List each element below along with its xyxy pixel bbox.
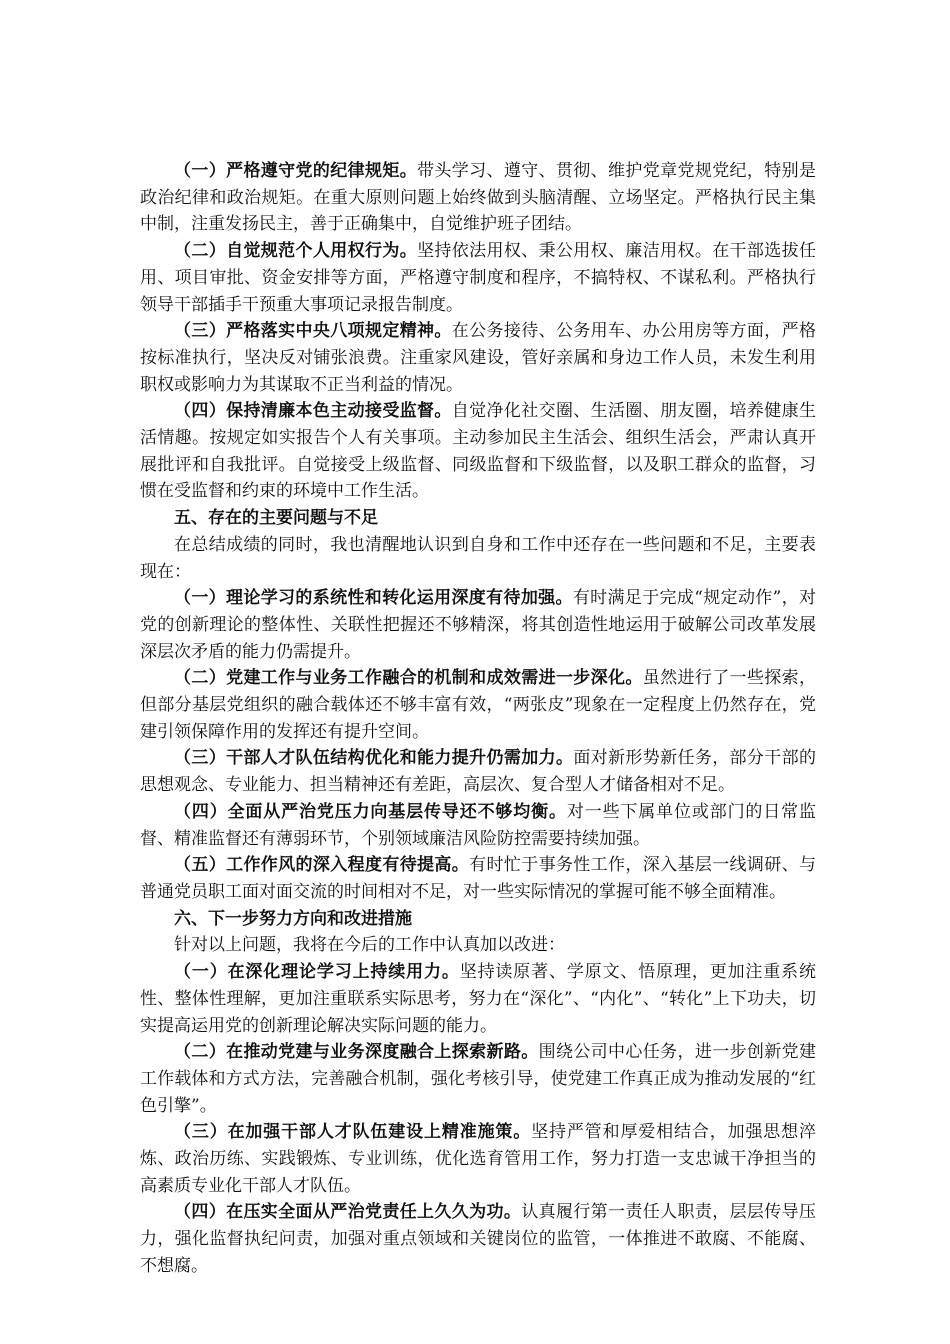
- paragraph-power: [140, 238, 816, 318]
- paragraph-body: 认真履行第一责任人职责，层层传导压力，强化监督执纪问责，加强对重点领域和关键岗位的监管，一体推进不敢腐、不能腐、不想腐。: [140, 1202, 817, 1276]
- paragraph-discipline: [140, 158, 816, 238]
- paragraph-problem-talent: [140, 745, 816, 798]
- paragraph-measure-responsibility: [140, 1199, 816, 1279]
- paragraph-lead: （四）在压实全面从严治党责任上久久为功。: [174, 1202, 522, 1223]
- paragraph-body: 对一些下属单位或部门的日常监督、精准监督还有薄弱环节，个别领域廉洁风险防控需要持续加强。: [140, 801, 817, 849]
- paragraph-lead: （二）在推动党建与业务深度融合上探索新路。: [174, 1042, 539, 1063]
- paragraph-body: 坚持依法用权、秉公用权、廉洁用权。在干部选拔任用、项目审批、资金安排等方面，严格遵守制度和程序，不搞特权、不谋私利。严格执行领导干部插手干预重大事项记录报告制度。: [140, 241, 817, 315]
- paragraph-body: 面对新形势新任务，部分干部的思想观念、专业能力、担当精神还有差距，高层次、复合型人才储备相对不足。: [140, 748, 817, 796]
- paragraph-body: 带头学习、遵守、贯彻、维护党章党规党纪，特别是政治纪律和政治规矩。在重大原则问题上始终做到头脑清醒、立场坚定。严格执行民主集中制，注重发扬民主，善于正确集中，自觉维护班子团结。: [140, 161, 817, 235]
- paragraph-lead: （三）严格落实中央八项规定精神。: [174, 321, 452, 342]
- paragraph-problem-theory: [140, 585, 816, 665]
- paragraph-lead: （四）全面从严治党压力向基层传导还不够均衡。: [174, 801, 567, 822]
- document-page: [140, 158, 816, 1280]
- paragraph-measures-intro: 针对以上问题，我将在今后的工作中认真加以改进：: [174, 935, 565, 956]
- paragraph-supervision: [140, 398, 816, 505]
- paragraph-problem-integration: [140, 665, 816, 745]
- paragraph-body: 有时满足于完成“规定动作”，对党的创新理论的整体性、关联性把握还不够精深，将其创造性地运用于破解公司改革发展深层次矛盾的能力仍需提升。: [140, 588, 816, 662]
- paragraph-lead: （一）理论学习的系统性和转化运用深度有待加强。: [174, 588, 573, 609]
- paragraph-measure-talent: [140, 1119, 816, 1199]
- paragraph-body: 在公务接待、公务用车、办公用房等方面，严格按标准执行，坚决反对铺张浪费。注重家风建设，管好亲属和身边工作人员，未发生利用职权或影响力为其谋取不正当利益的情况。: [140, 321, 817, 395]
- paragraph-body: 有时忙于事务性工作，深入基层一线调研、与普通党员职工面对面交流的时间相对不足，对一些实际情况的掌握可能不够全面精准。: [140, 855, 817, 902]
- paragraph-lead: （二）自觉规范个人用权行为。: [174, 241, 418, 262]
- paragraph-problems-intro: 在总结成绩的同时，我也清醒地认识到自身和工作中还存在一些问题和不足，主要表现在：: [140, 534, 816, 582]
- paragraph-body: 围绕公司中心任务，进一步创新党建工作载体和方式方法，完善融合机制，强化考核引导，使党建工作真正成为推动发展的“红色引擎”。: [140, 1042, 817, 1116]
- paragraph-body: 坚持读原著、学原文、悟原理，更加注重系统性、整体性理解，更加注重联系实际思考，努力在“深化”、“内化”、“转化”上下功夫，切实提高运用党的创新理论解决实际问题的能力。: [140, 962, 817, 1036]
- section-heading-problems: 五、存在的主要问题与不足: [174, 508, 378, 529]
- paragraph-body: 自觉净化社交圈、生活圈、朋友圈，培养健康生活情趣。按规定如实报告个人有关事项。主动参加民主生活会、组织生活会，严肃认真开展批评和自我批评。自觉接受上级监督、同级监督和下级监督，以及职工群众的监督，习惯在受监督和约束的环境中工作生活。: [140, 401, 817, 502]
- paragraph-lead: （三）在加强干部人才队伍建设上精准施策。: [174, 1122, 532, 1143]
- paragraph-lead: （二）党建工作与业务工作融合的机制和成效需进一步深化。: [174, 668, 643, 689]
- paragraph-measure-theory: [140, 959, 816, 1039]
- paragraph-measure-integration: [140, 1039, 816, 1119]
- paragraph-problem-pressure: [140, 799, 816, 852]
- paragraph-lead: （一）严格遵守党的纪律规矩。: [174, 161, 418, 181]
- paragraph-body: 坚持严管和厚爱相结合，加强思想淬炼、政治历练、实践锻炼、专业训练，优化选育管用工作，努力打造一支忠诚干净担当的高素质专业化干部人才队伍。: [140, 1122, 817, 1196]
- paragraph-eight-rules: [140, 318, 816, 398]
- paragraph-body: 虽然进行了一些探索，但部分基层党组织的融合载体还不够丰富有效，“两张皮”现象在一定程度上仍然存在，党建引领保障作用的发挥还有提升空间。: [140, 668, 816, 742]
- paragraph-lead: （一）在深化理论学习上持续用力。: [174, 962, 460, 983]
- paragraph-lead: （五）工作作风的深入程度有待提高。: [174, 855, 470, 876]
- paragraph-problem-style: [140, 852, 816, 905]
- paragraph-lead: （三）干部人才队伍结构优化和能力提升仍需加力。: [174, 748, 574, 769]
- section-heading-measures: 六、下一步努力方向和改进措施: [174, 908, 412, 929]
- paragraph-lead: （四）保持清廉本色主动接受监督。: [174, 401, 452, 422]
